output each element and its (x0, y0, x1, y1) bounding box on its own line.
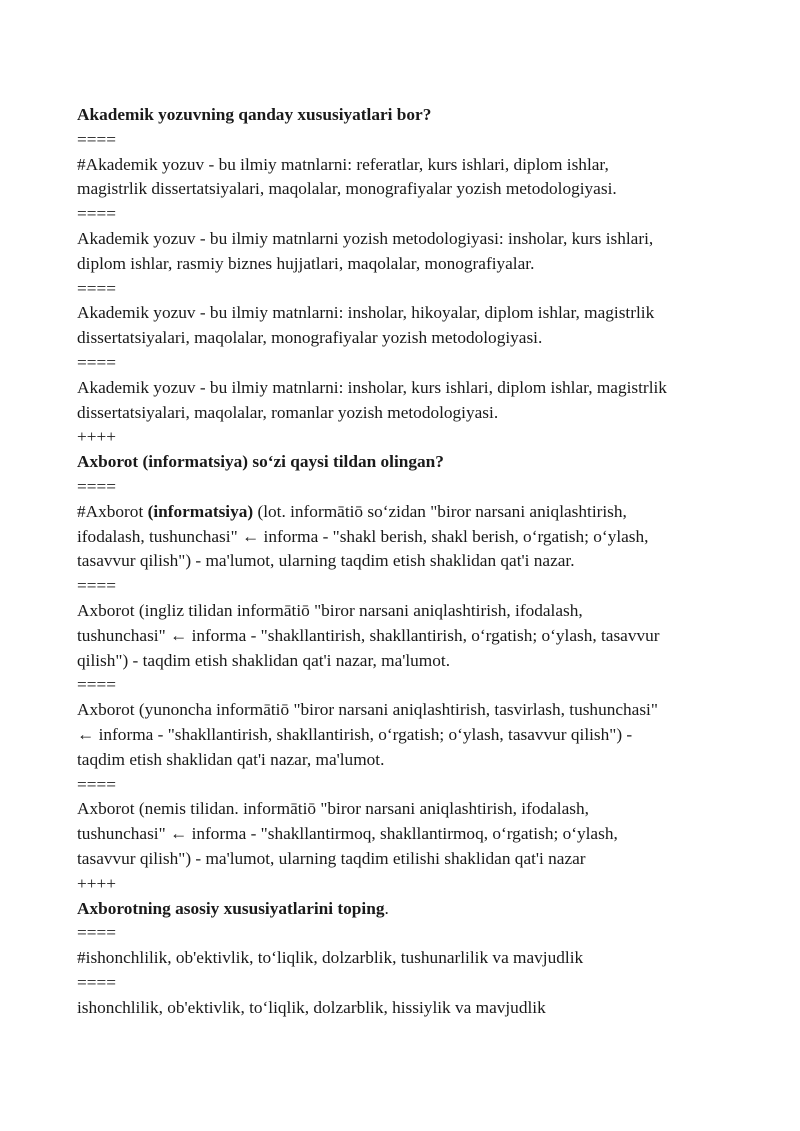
answer-text-bold: (informatsiya) (147, 501, 254, 521)
question-title: Axborotning asosiy xususiyatlarini toping (77, 898, 385, 918)
answer-text: #Akademik yozuv - bu ilmiy matnlarni: referatlar, kurs ishlari, diplom ishlar, (77, 154, 609, 174)
answer-text: qilish") - taqdim etish shaklidan qat'i nazar, ma'lumot. (77, 650, 451, 670)
answer-text: Axborot (yunoncha informātiō "biror narsani aniqlashtirish, tasvirlash, tushunchasi" (77, 700, 658, 720)
answer-text: Akademik yozuv - bu ilmiy matnlarni: insholar, kurs ishlari, diplom ishlar, magistrlik (77, 377, 667, 397)
answer-text: Axborot (nemis tilidan. informātiō "biror narsani aniqlashtirish, ifodalash, (77, 799, 589, 819)
question-title-line (77, 897, 737, 922)
answer-text: #ishonchlilik, ob'ektivlik, to‘liqlik, dolzarblik, tushunarlilik va mavjudlik (77, 948, 584, 968)
answer-separator: ==== (77, 675, 116, 695)
answer-text: ifodalash, tushunchasi" ← informa - "shakl berish, shakl berish, o‘rgatish; o‘ylash, (77, 526, 649, 546)
answer-separator: ==== (77, 204, 116, 224)
answer-text: ishonchlilik, ob'ektivlik, to‘liqlik, dolzarblik, hissiylik va mavjudlik (77, 997, 546, 1017)
question-title-suffix: . (384, 898, 389, 918)
answer-separator: ==== (77, 278, 116, 298)
answer-text: Akademik yozuv - bu ilmiy matnlarni yozish metodologiyasi: insholar, kurs ishlari, (77, 228, 654, 248)
question-title: Axborot (informatsiya) so‘zi qaysi tildan olingan? (77, 452, 444, 472)
answer-text: Axborot (ingliz tilidan informātiō "biror narsani aniqlashtirish, ifodalash, (77, 600, 583, 620)
question-end-marker: ++++ (77, 873, 116, 893)
answer-separator: ==== (77, 352, 116, 372)
answer-separator: ==== (77, 972, 116, 992)
answer-text: tasavvur qilish") - ma'lumot, ularning taqdim etish shaklidan qat'i nazar. (77, 551, 575, 571)
answer-separator: ==== (77, 923, 116, 943)
answer-text: ← informa - "shakllantirish, shakllantirish, o‘rgatish; o‘ylash, tasavvur qilish") - (77, 724, 633, 744)
answer-separator: ==== (77, 476, 116, 496)
answer-separator: ==== (77, 129, 116, 149)
answer-text: tushunchasi" ← informa - "shakllantirish, shakllantirish, o‘rgatish; o‘ylash, tasavvur (77, 625, 660, 645)
document-page (77, 103, 737, 1020)
answer-text: Akademik yozuv - bu ilmiy matnlarni: insholar, hikoyalar, diplom ishlar, magistrlik (77, 303, 655, 323)
question-end-marker: ++++ (77, 427, 116, 447)
answer-text: dissertatsiyalari, maqolalar, monografiyalar yozish metodologiyasi. (77, 328, 543, 348)
answer-text-pre: #Axborot (77, 501, 148, 521)
answer-text: magistrlik dissertatsiyalari, maqolalar, monografiyalar yozish metodologiyasi. (77, 179, 617, 199)
answer-separator: ==== (77, 774, 116, 794)
answer-text: diplom ishlar, rasmiy biznes hujjatlari, maqolalar, monografiyalar. (77, 253, 535, 273)
answer-text (77, 500, 737, 525)
answer-text: dissertatsiyalari, maqolalar, romanlar yozish metodologiyasi. (77, 402, 499, 422)
question-title: Akademik yozuvning qanday xususiyatlari bor? (77, 105, 432, 124)
answer-separator: ==== (77, 576, 116, 596)
answer-text: taqdim etish shaklidan qat'i nazar, ma'lumot. (77, 749, 385, 769)
answer-text: tasavvur qilish") - ma'lumot, ularning taqdim etilishi shaklidan qat'i nazar (77, 848, 586, 868)
answer-text-post: (lot. informātiō so‘zidan "biror narsani aniqlashtirish, (253, 501, 627, 521)
answer-text: tushunchasi" ← informa - "shakllantirmoq, shakllantirmoq, o‘rgatish; o‘ylash, (77, 824, 618, 844)
